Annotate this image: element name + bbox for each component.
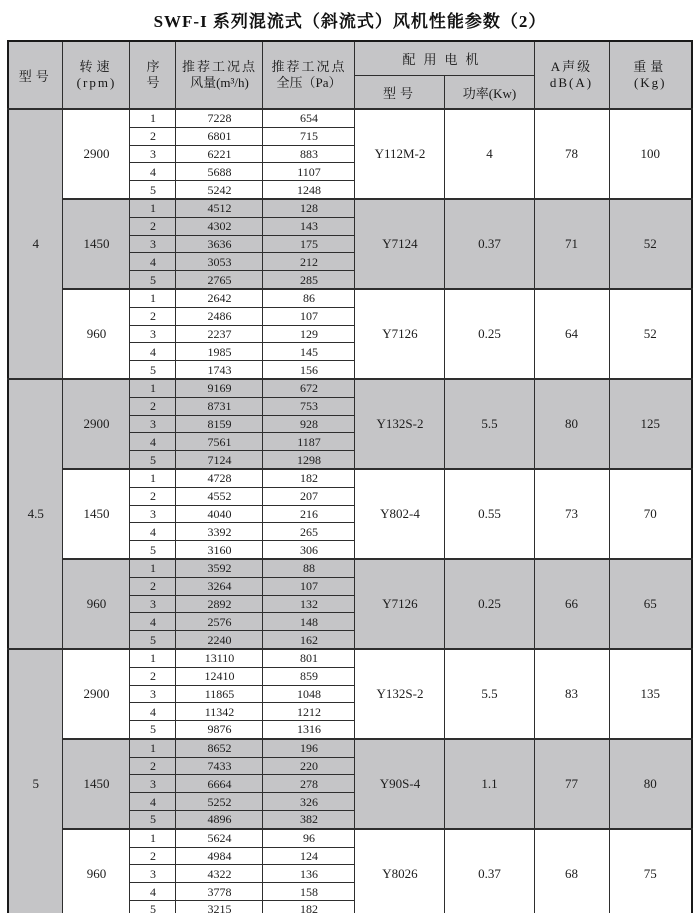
serial-cell: 3 [130, 415, 176, 433]
airflow-cell: 2237 [176, 325, 263, 343]
airflow-cell: 8652 [176, 739, 263, 757]
table-row [8, 559, 692, 577]
table-row [8, 649, 692, 667]
pressure-cell: 86 [263, 289, 355, 307]
serial-cell: 5 [130, 721, 176, 739]
airflow-cell: 5624 [176, 829, 263, 847]
header-weight [609, 41, 692, 109]
airflow-cell: 4040 [176, 505, 263, 523]
motor-power-cell: 1.1 [445, 739, 534, 829]
airflow-cell: 3778 [176, 883, 263, 901]
pressure-cell: 107 [263, 577, 355, 595]
serial-cell: 3 [130, 235, 176, 253]
pressure-cell: 285 [263, 271, 355, 289]
pressure-cell: 1248 [263, 181, 355, 199]
airflow-cell: 2892 [176, 595, 263, 613]
serial-cell: 2 [130, 217, 176, 235]
serial-cell: 5 [130, 901, 176, 913]
noise-cell: 83 [534, 649, 609, 739]
airflow-cell: 4302 [176, 217, 263, 235]
motor-model-cell: Y132S-2 [355, 379, 445, 469]
table-row [8, 739, 692, 757]
airflow-cell: 1985 [176, 343, 263, 361]
pressure-cell: 212 [263, 253, 355, 271]
serial-cell: 5 [130, 361, 176, 379]
pressure-cell: 136 [263, 865, 355, 883]
pressure-cell: 883 [263, 145, 355, 163]
serial-cell: 1 [130, 739, 176, 757]
airflow-cell: 11865 [176, 685, 263, 703]
pressure-cell: 196 [263, 739, 355, 757]
serial-cell: 4 [130, 163, 176, 181]
pressure-cell: 1298 [263, 451, 355, 469]
table-row [8, 289, 692, 307]
serial-cell: 2 [130, 307, 176, 325]
serial-cell: 5 [130, 181, 176, 199]
airflow-cell: 3636 [176, 235, 263, 253]
weight-cell: 65 [609, 559, 692, 649]
motor-power-cell: 5.5 [445, 379, 534, 469]
header-motor-power: 功率(Kw) [445, 76, 534, 110]
pressure-cell: 132 [263, 595, 355, 613]
pressure-cell: 1107 [263, 163, 355, 181]
serial-cell: 2 [130, 127, 176, 145]
header-airflow [176, 41, 263, 109]
pressure-cell: 162 [263, 631, 355, 649]
header-pressure [263, 41, 355, 109]
noise-cell: 66 [534, 559, 609, 649]
header-speed [63, 41, 130, 109]
motor-model-cell: Y112M-2 [355, 109, 445, 199]
airflow-cell: 9169 [176, 379, 263, 397]
speed-cell: 960 [63, 289, 130, 379]
airflow-cell: 3264 [176, 577, 263, 595]
pressure-cell: 220 [263, 757, 355, 775]
header-speed-line2: (rpm) [76, 75, 117, 90]
weight-cell: 70 [609, 469, 692, 559]
pressure-cell: 1316 [263, 721, 355, 739]
header-pressure-line2: 全压（Pa） [276, 75, 342, 90]
pressure-cell: 143 [263, 217, 355, 235]
airflow-cell: 4512 [176, 199, 263, 217]
airflow-cell: 2240 [176, 631, 263, 649]
pressure-cell: 158 [263, 883, 355, 901]
serial-cell: 3 [130, 145, 176, 163]
pressure-cell: 928 [263, 415, 355, 433]
serial-cell: 5 [130, 631, 176, 649]
serial-cell: 3 [130, 505, 176, 523]
header-serial [130, 41, 176, 109]
header-speed-line1: 转速 [79, 58, 114, 74]
speed-cell: 1450 [63, 469, 130, 559]
airflow-cell: 8159 [176, 415, 263, 433]
airflow-cell: 7433 [176, 757, 263, 775]
header-motor-model: 型号 [355, 76, 445, 110]
header-airflow-line2: 风量(m³/h) [190, 75, 249, 90]
serial-cell: 4 [130, 253, 176, 271]
serial-cell: 3 [130, 595, 176, 613]
motor-model-cell: Y8026 [355, 829, 445, 913]
airflow-cell: 7124 [176, 451, 263, 469]
airflow-cell: 2765 [176, 271, 263, 289]
pressure-cell: 124 [263, 847, 355, 865]
serial-cell: 4 [130, 883, 176, 901]
airflow-cell: 6221 [176, 145, 263, 163]
serial-cell: 1 [130, 379, 176, 397]
serial-cell: 1 [130, 829, 176, 847]
weight-cell: 52 [609, 199, 692, 289]
airflow-cell: 2576 [176, 613, 263, 631]
model-cell: 5 [8, 649, 63, 913]
motor-model-cell: Y90S-4 [355, 739, 445, 829]
header-noise-line1: A声级 [550, 58, 593, 74]
pressure-cell: 1048 [263, 685, 355, 703]
pressure-cell: 96 [263, 829, 355, 847]
pressure-cell: 306 [263, 541, 355, 559]
pressure-cell: 859 [263, 667, 355, 685]
airflow-cell: 3160 [176, 541, 263, 559]
serial-cell: 4 [130, 703, 176, 721]
serial-cell: 1 [130, 109, 176, 127]
noise-cell: 78 [534, 109, 609, 199]
motor-power-cell: 0.37 [445, 199, 534, 289]
airflow-cell: 5242 [176, 181, 263, 199]
serial-cell: 4 [130, 523, 176, 541]
weight-cell: 125 [609, 379, 692, 469]
airflow-cell: 3392 [176, 523, 263, 541]
motor-model-cell: Y802-4 [355, 469, 445, 559]
motor-power-cell: 0.55 [445, 469, 534, 559]
pressure-cell: 654 [263, 109, 355, 127]
header-noise-line2: dB(A) [549, 75, 594, 90]
noise-cell: 80 [534, 379, 609, 469]
model-cell: 4.5 [8, 379, 63, 649]
airflow-cell: 1743 [176, 361, 263, 379]
airflow-cell: 4322 [176, 865, 263, 883]
pressure-cell: 182 [263, 901, 355, 913]
serial-cell: 1 [130, 289, 176, 307]
serial-cell: 1 [130, 649, 176, 667]
pressure-cell: 207 [263, 487, 355, 505]
header-row-1 [8, 41, 692, 76]
pressure-cell: 672 [263, 379, 355, 397]
airflow-cell: 5688 [176, 163, 263, 181]
airflow-cell: 5252 [176, 793, 263, 811]
speed-cell: 2900 [63, 649, 130, 739]
pressure-cell: 1187 [263, 433, 355, 451]
pressure-cell: 156 [263, 361, 355, 379]
pressure-cell: 148 [263, 613, 355, 631]
header-noise [534, 41, 609, 109]
airflow-cell: 3592 [176, 559, 263, 577]
serial-cell: 3 [130, 775, 176, 793]
serial-cell: 5 [130, 451, 176, 469]
pressure-cell: 216 [263, 505, 355, 523]
speed-cell: 960 [63, 829, 130, 913]
table-row [8, 379, 692, 397]
motor-power-cell: 0.25 [445, 559, 534, 649]
motor-model-cell: Y7126 [355, 559, 445, 649]
header-serial-line2: 号 [146, 75, 160, 90]
serial-cell: 5 [130, 811, 176, 829]
motor-power-cell: 4 [445, 109, 534, 199]
table-row [8, 829, 692, 847]
airflow-cell: 11342 [176, 703, 263, 721]
serial-cell: 5 [130, 541, 176, 559]
motor-power-cell: 0.37 [445, 829, 534, 913]
motor-model-cell: Y7126 [355, 289, 445, 379]
airflow-cell: 3215 [176, 901, 263, 913]
header-motor-group: 配用电机 [355, 41, 534, 76]
airflow-cell: 8731 [176, 397, 263, 415]
speed-cell: 960 [63, 559, 130, 649]
motor-power-cell: 5.5 [445, 649, 534, 739]
header-airflow-line1: 推荐工况点 [181, 58, 257, 74]
table-row [8, 109, 692, 127]
airflow-cell: 2486 [176, 307, 263, 325]
airflow-cell: 6801 [176, 127, 263, 145]
airflow-cell: 3053 [176, 253, 263, 271]
fan-performance-table [7, 40, 693, 913]
table-body [8, 109, 692, 913]
serial-cell: 2 [130, 397, 176, 415]
airflow-cell: 13110 [176, 649, 263, 667]
noise-cell: 73 [534, 469, 609, 559]
table-header [8, 41, 692, 109]
pressure-cell: 1212 [263, 703, 355, 721]
noise-cell: 68 [534, 829, 609, 913]
noise-cell: 77 [534, 739, 609, 829]
serial-cell: 5 [130, 271, 176, 289]
serial-cell: 4 [130, 793, 176, 811]
airflow-cell: 2642 [176, 289, 263, 307]
serial-cell: 2 [130, 847, 176, 865]
serial-cell: 3 [130, 325, 176, 343]
noise-cell: 64 [534, 289, 609, 379]
header-weight-line1: 重量 [633, 58, 668, 74]
airflow-cell: 4552 [176, 487, 263, 505]
pressure-cell: 129 [263, 325, 355, 343]
serial-cell: 1 [130, 559, 176, 577]
airflow-cell: 4984 [176, 847, 263, 865]
pressure-cell: 715 [263, 127, 355, 145]
weight-cell: 80 [609, 739, 692, 829]
airflow-cell: 7228 [176, 109, 263, 127]
pressure-cell: 88 [263, 559, 355, 577]
serial-cell: 2 [130, 487, 176, 505]
pressure-cell: 753 [263, 397, 355, 415]
serial-cell: 2 [130, 757, 176, 775]
speed-cell: 2900 [63, 109, 130, 199]
pressure-cell: 265 [263, 523, 355, 541]
speed-cell: 1450 [63, 199, 130, 289]
serial-cell: 4 [130, 343, 176, 361]
weight-cell: 52 [609, 289, 692, 379]
serial-cell: 1 [130, 199, 176, 217]
airflow-cell: 4896 [176, 811, 263, 829]
airflow-cell: 12410 [176, 667, 263, 685]
weight-cell: 100 [609, 109, 692, 199]
pressure-cell: 175 [263, 235, 355, 253]
weight-cell: 135 [609, 649, 692, 739]
page-title: SWF-I 系列混流式（斜流式）风机性能参数（2） [153, 12, 547, 31]
weight-cell: 75 [609, 829, 692, 913]
airflow-cell: 9876 [176, 721, 263, 739]
model-cell: 4 [8, 109, 63, 379]
pressure-cell: 278 [263, 775, 355, 793]
pressure-cell: 326 [263, 793, 355, 811]
motor-model-cell: Y7124 [355, 199, 445, 289]
airflow-cell: 4728 [176, 469, 263, 487]
serial-cell: 4 [130, 613, 176, 631]
airflow-cell: 6664 [176, 775, 263, 793]
serial-cell: 3 [130, 865, 176, 883]
table-row [8, 469, 692, 487]
pressure-cell: 145 [263, 343, 355, 361]
airflow-cell: 7561 [176, 433, 263, 451]
serial-cell: 4 [130, 433, 176, 451]
serial-cell: 2 [130, 577, 176, 595]
pressure-cell: 182 [263, 469, 355, 487]
speed-cell: 1450 [63, 739, 130, 829]
pressure-cell: 128 [263, 199, 355, 217]
header-model: 型号 [8, 41, 63, 109]
header-weight-line2: (Kg) [633, 75, 667, 90]
serial-cell: 2 [130, 667, 176, 685]
header-pressure-line1: 推荐工况点 [271, 58, 347, 74]
serial-cell: 3 [130, 685, 176, 703]
pressure-cell: 382 [263, 811, 355, 829]
pressure-cell: 801 [263, 649, 355, 667]
serial-cell: 1 [130, 469, 176, 487]
motor-model-cell: Y132S-2 [355, 649, 445, 739]
table-row [8, 199, 692, 217]
pressure-cell: 107 [263, 307, 355, 325]
header-serial-line1: 序 [146, 58, 160, 74]
speed-cell: 2900 [63, 379, 130, 469]
noise-cell: 71 [534, 199, 609, 289]
motor-power-cell: 0.25 [445, 289, 534, 379]
